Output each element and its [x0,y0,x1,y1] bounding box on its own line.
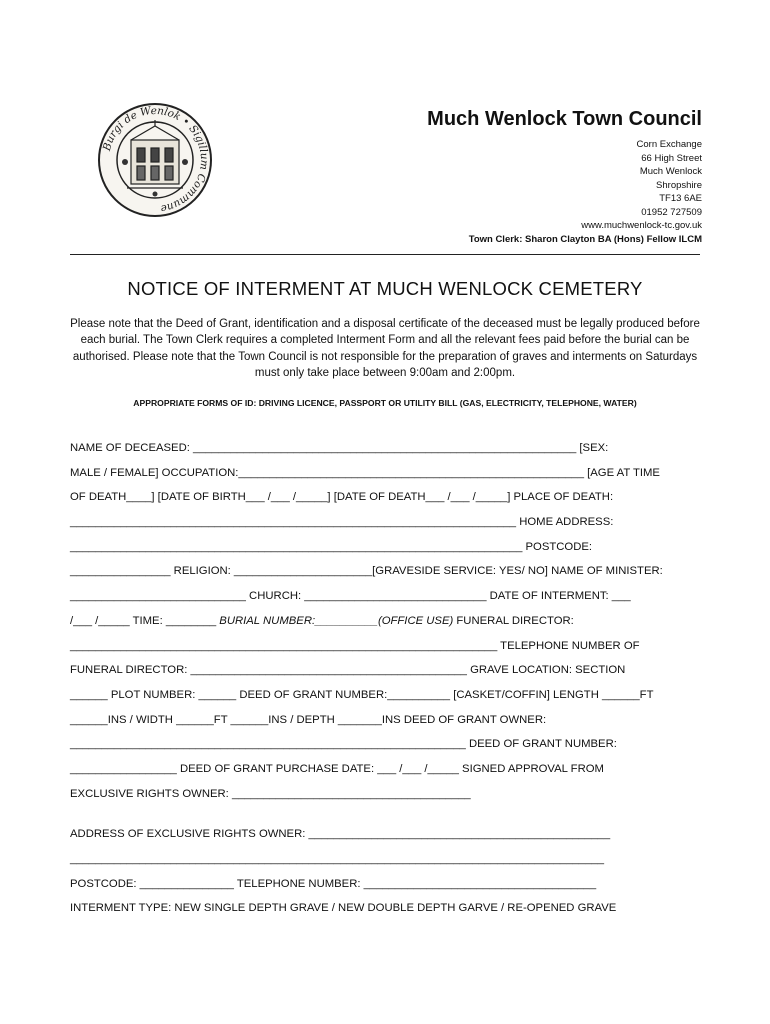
form-line-plot-number[interactable]: ______ PLOT NUMBER: ______ DEED OF GRANT NUMBER:__________ [CASKET/COFFIN] LENGTH ______FT [70,688,654,701]
form-line-exclusive-rights-owner[interactable]: EXCLUSIVE RIGHTS OWNER: ______________________________________ [70,787,471,800]
office-use-label: (OFFICE USE) [377,614,454,627]
form-line-postcode-telephone[interactable]: POSTCODE: _______________ TELEPHONE NUMBER: _____________________________________ [70,877,597,890]
document-title: NOTICE OF INTERMENT AT MUCH WENLOCK CEMETERY [127,278,643,299]
address-street: 66 High Street [641,152,702,164]
town-clerk: Town Clerk: Sharon Clayton BA (Hons) Fellow ILCM [468,233,702,245]
council-website: www.muchwenlock-tc.gov.uk [581,220,702,231]
form-line-grant-owner[interactable]: _______________________________________________________________ DEED OF GRANT NUMBER: [70,738,617,751]
address-county: Shropshire [656,179,702,191]
burial-number-label: BURIAL NUMBER:__________ [219,614,378,627]
form-line-grave-location[interactable]: FUNERAL DIRECTOR: ____________________________________________ GRAVE LOCATION: SECTION [70,664,626,677]
form-line-deceased-name[interactable]: NAME OF DECEASED: _____________________________________________________________ [SEX: [70,442,609,454]
id-requirements-note: APPROPRIATE FORMS OF ID: DRIVING LICENCE, PASSPORT OR UTILITY BILL (GAS, ELECTRICITY, TELEPHONE, WATER) [133,398,637,408]
form-line-funeral-director[interactable]: ____________________________________________________________________ TELEPHONE NUMBER OF [70,639,640,652]
form-line-owner-address[interactable]: ADDRESS OF EXCLUSIVE RIGHTS OWNER: ________________________________________________ [70,828,611,841]
council-name: Much Wenlock Town Council [427,108,702,130]
form-line-religion[interactable]: ________________ RELIGION: ______________________[GRAVESIDE SERVICE: YES/ NO] NAME OF MINISTER: [70,565,663,578]
date-time-text: /___ /_____ TIME: ________ [70,614,220,627]
interment-form [70,439,710,924]
council-header [427,108,702,246]
address-building: Corn Exchange [636,139,702,150]
address-town: Much Wenlock [639,166,702,177]
form-line-owner-address-cont[interactable]: _____________________________________________________________________________________ [70,853,605,865]
form-line-dates[interactable]: OF DEATH____] [DATE OF BIRTH___ /___ /_____] [DATE OF DEATH___ /___ /_____] PLACE OF DEATH: [70,491,614,504]
form-line-dimensions[interactable]: ______INS / WIDTH ______FT ______INS / DEPTH _______INS DEED OF GRANT OWNER: [70,713,547,726]
address-postcode: TF13 6AE [659,193,702,204]
form-line-place-of-death[interactable]: _______________________________________________________________________ HOME ADDRESS: [70,516,614,529]
svg-text:Burgi de Wenlok • Sigillum Com: Burgi de Wenlok • Sigillum Commune [100,104,211,215]
council-phone: 01952 727509 [641,206,702,218]
intro-paragraph: Please note that the Deed of Grant, identification and a disposal certificate of the deceased must be legally produced before each burial. The Town Clerk requires a completed Interment Form and all the relevant fees paid before the burial can be authorised. Please note that the Town Council is not responsible for the preparation of graves and interments on Saturdays must only take place between 9:00am and 2:00pm. [70,318,700,380]
form-line-home-address[interactable]: ________________________________________________________________________ POSTCODE: [70,540,593,553]
form-line-burial-number[interactable] [70,612,710,637]
header-divider [70,254,700,255]
form-line-interment-type[interactable]: INTERMENT TYPE: NEW SINGLE DEPTH GRAVE / NEW DOUBLE DEPTH GARVE / RE-OPENED GRAVE [70,902,617,915]
form-line-grant-purchase-date[interactable]: _________________ DEED OF GRANT PURCHASE DATE: ___ /___ /_____ SIGNED APPROVAL FROM [70,762,604,775]
funeral-director-label: FUNERAL DIRECTOR: [453,614,574,627]
form-line-church[interactable]: ____________________________ CHURCH: _____________________________ DATE OF INTERMENT: ___ [70,590,631,603]
form-line-sex-occupation[interactable]: MALE / FEMALE] OCCUPATION:_______________________________________________________ [AGE AT TIME [70,466,660,479]
town-seal-icon [97,102,213,218]
